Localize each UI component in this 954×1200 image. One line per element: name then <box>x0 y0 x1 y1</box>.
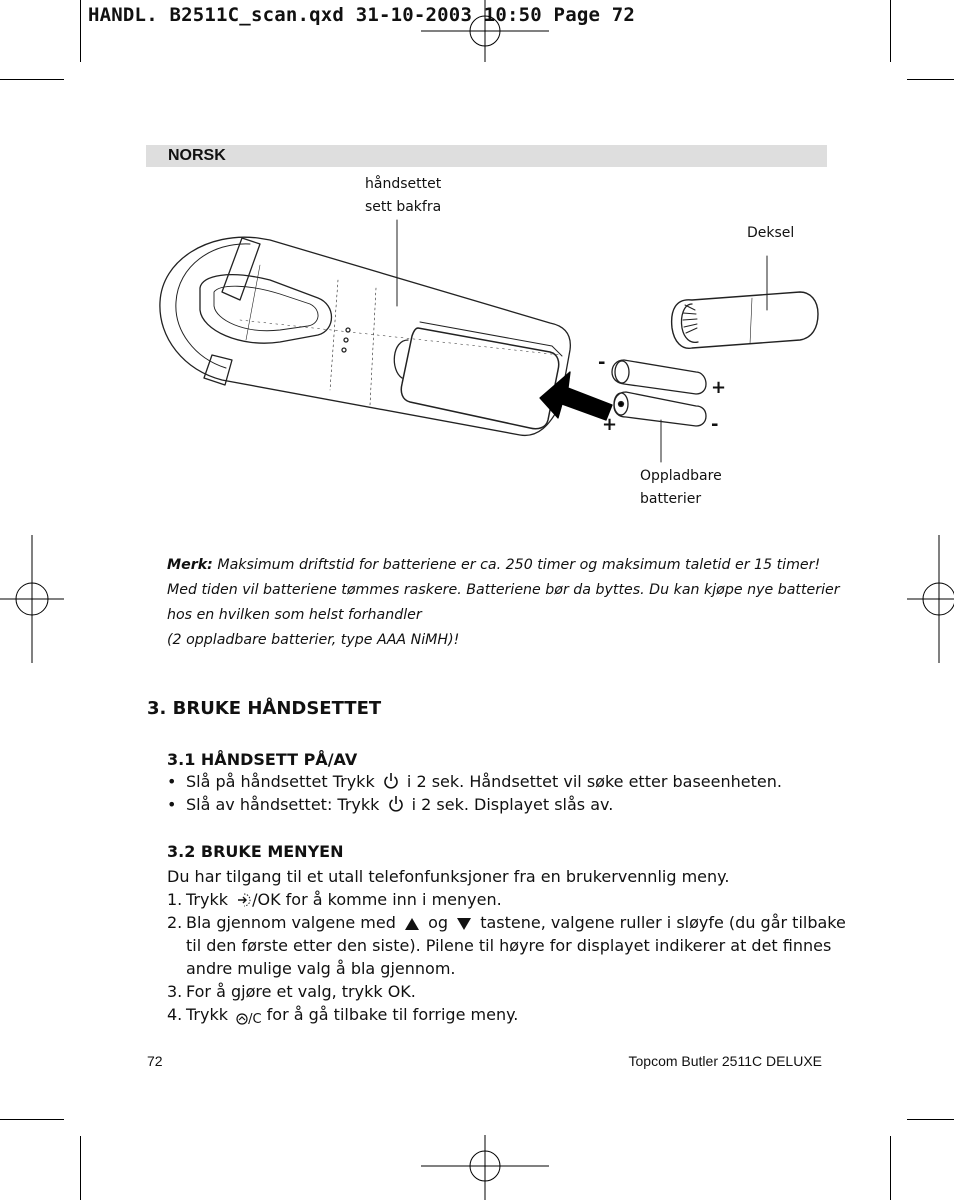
step-number: 1. <box>167 890 183 909</box>
step-2-text-post: tastene, valgene ruller i sløyfe (du går tilbake <box>480 913 846 932</box>
step-3-text: For å gjøre et valg, trykk OK. <box>186 982 416 1001</box>
section-3-1-heading: 3.1 HÅNDSETT PÅ/AV <box>167 750 358 769</box>
note-line-2: Med tiden vil batteriene tømmes raskere. Batteriene bør da byttes. Du kan kjøpe nye batterier <box>167 582 840 598</box>
note-line-4: (2 oppladbare batterier, type AAA NiMH)! <box>167 632 460 648</box>
list-item <box>167 793 782 816</box>
bullet-2-text-post: i 2 sek. Displayet slås av. <box>411 795 614 814</box>
bullet: • <box>167 795 177 814</box>
step-2-text-pre: Bla gjennom valgene med <box>186 913 396 932</box>
callout-cover: Deksel <box>747 225 795 241</box>
step-number: 3. <box>167 982 183 1001</box>
list-item <box>167 980 846 1003</box>
power-icon <box>388 795 404 813</box>
section-3-2-intro: Du har tilgang til et utall telefonfunksjoner fra en brukervennlig meny. <box>167 867 730 886</box>
handset-body <box>160 237 570 435</box>
section-label: NORSK <box>168 147 226 164</box>
polarity-plus-right: + <box>711 377 727 398</box>
belt-clip <box>222 238 260 300</box>
triangle-up-icon <box>404 917 420 931</box>
list-item <box>167 888 846 911</box>
hangup-c-icon <box>236 1006 261 1031</box>
page-number: 72 <box>147 1053 163 1069</box>
chapter-heading: 3. BRUKE HÅNDSETTET <box>147 698 382 719</box>
battery-1 <box>612 360 706 394</box>
step-1-text-post: /OK for å komme inn i menyen. <box>252 890 502 909</box>
battery-2 <box>614 392 706 426</box>
note-label: Merk: <box>167 557 213 573</box>
back-key-suffix: /C <box>248 1012 262 1027</box>
step-4-text-pre: Trykk <box>186 1005 228 1024</box>
step-number: 2. <box>167 913 183 932</box>
note-block <box>167 553 840 653</box>
step-1-text-pre: Trykk <box>186 890 228 909</box>
polarity-minus-top: - <box>598 352 606 373</box>
step-2-line-3: andre mulige valg å bla gjennom. <box>186 959 456 978</box>
insert-arrow <box>540 372 612 420</box>
callout-batteries-line1: Oppladbare <box>640 468 722 484</box>
menu-arrow-icon <box>236 892 252 908</box>
triangle-down-icon <box>456 917 472 931</box>
step-2-text-mid: og <box>428 913 449 932</box>
callout-batteries-line2: batterier <box>640 491 702 507</box>
note-line-1 <box>167 553 827 578</box>
polarity-minus-right: - <box>711 414 719 435</box>
section-3-2-heading: 3.2 BRUKE MENYEN <box>167 842 344 861</box>
bullet-1-text-post: i 2 sek. Håndsettet vil søke etter baseenheten. <box>406 772 782 791</box>
step-2-line-2: til den første etter den siste). Pilene til høyre for displayet indikerer at det finnes <box>186 936 832 955</box>
step-number: 4. <box>167 1005 183 1024</box>
product-name: Topcom Butler 2511C DELUXE <box>628 1053 822 1069</box>
battery-cover <box>672 292 818 348</box>
note-line-3: hos en hvilken som helst forhandler <box>167 607 422 623</box>
section-3-1-bullets <box>167 770 782 816</box>
print-slug-line: HANDL. B2511C_scan.qxd 31-10-2003 10:50 Page 72 <box>88 4 636 26</box>
bullet: • <box>167 772 177 791</box>
section-3-2-steps <box>167 888 846 1031</box>
note-text-1: Maksimum driftstid for batteriene er ca. 250 timer og maksimum taletid er 15 timer! <box>212 557 821 573</box>
list-item <box>167 911 846 980</box>
power-icon <box>383 772 399 790</box>
bullet-1-text-pre: Slå på håndsettet Trykk <box>186 772 375 791</box>
handset-battery-illustration <box>140 180 840 480</box>
callout-handset-line2: sett bakfra <box>365 199 442 215</box>
list-item <box>167 770 782 793</box>
bullet-2-text-pre: Slå av håndsettet: Trykk <box>186 795 380 814</box>
callout-handset-line1: håndsettet <box>365 176 442 192</box>
polarity-plus-left: + <box>602 414 618 435</box>
step-4-text-post: for å gå tilbake til forrige meny. <box>266 1005 519 1024</box>
list-item <box>167 1003 846 1031</box>
section-header-bar <box>146 145 827 167</box>
